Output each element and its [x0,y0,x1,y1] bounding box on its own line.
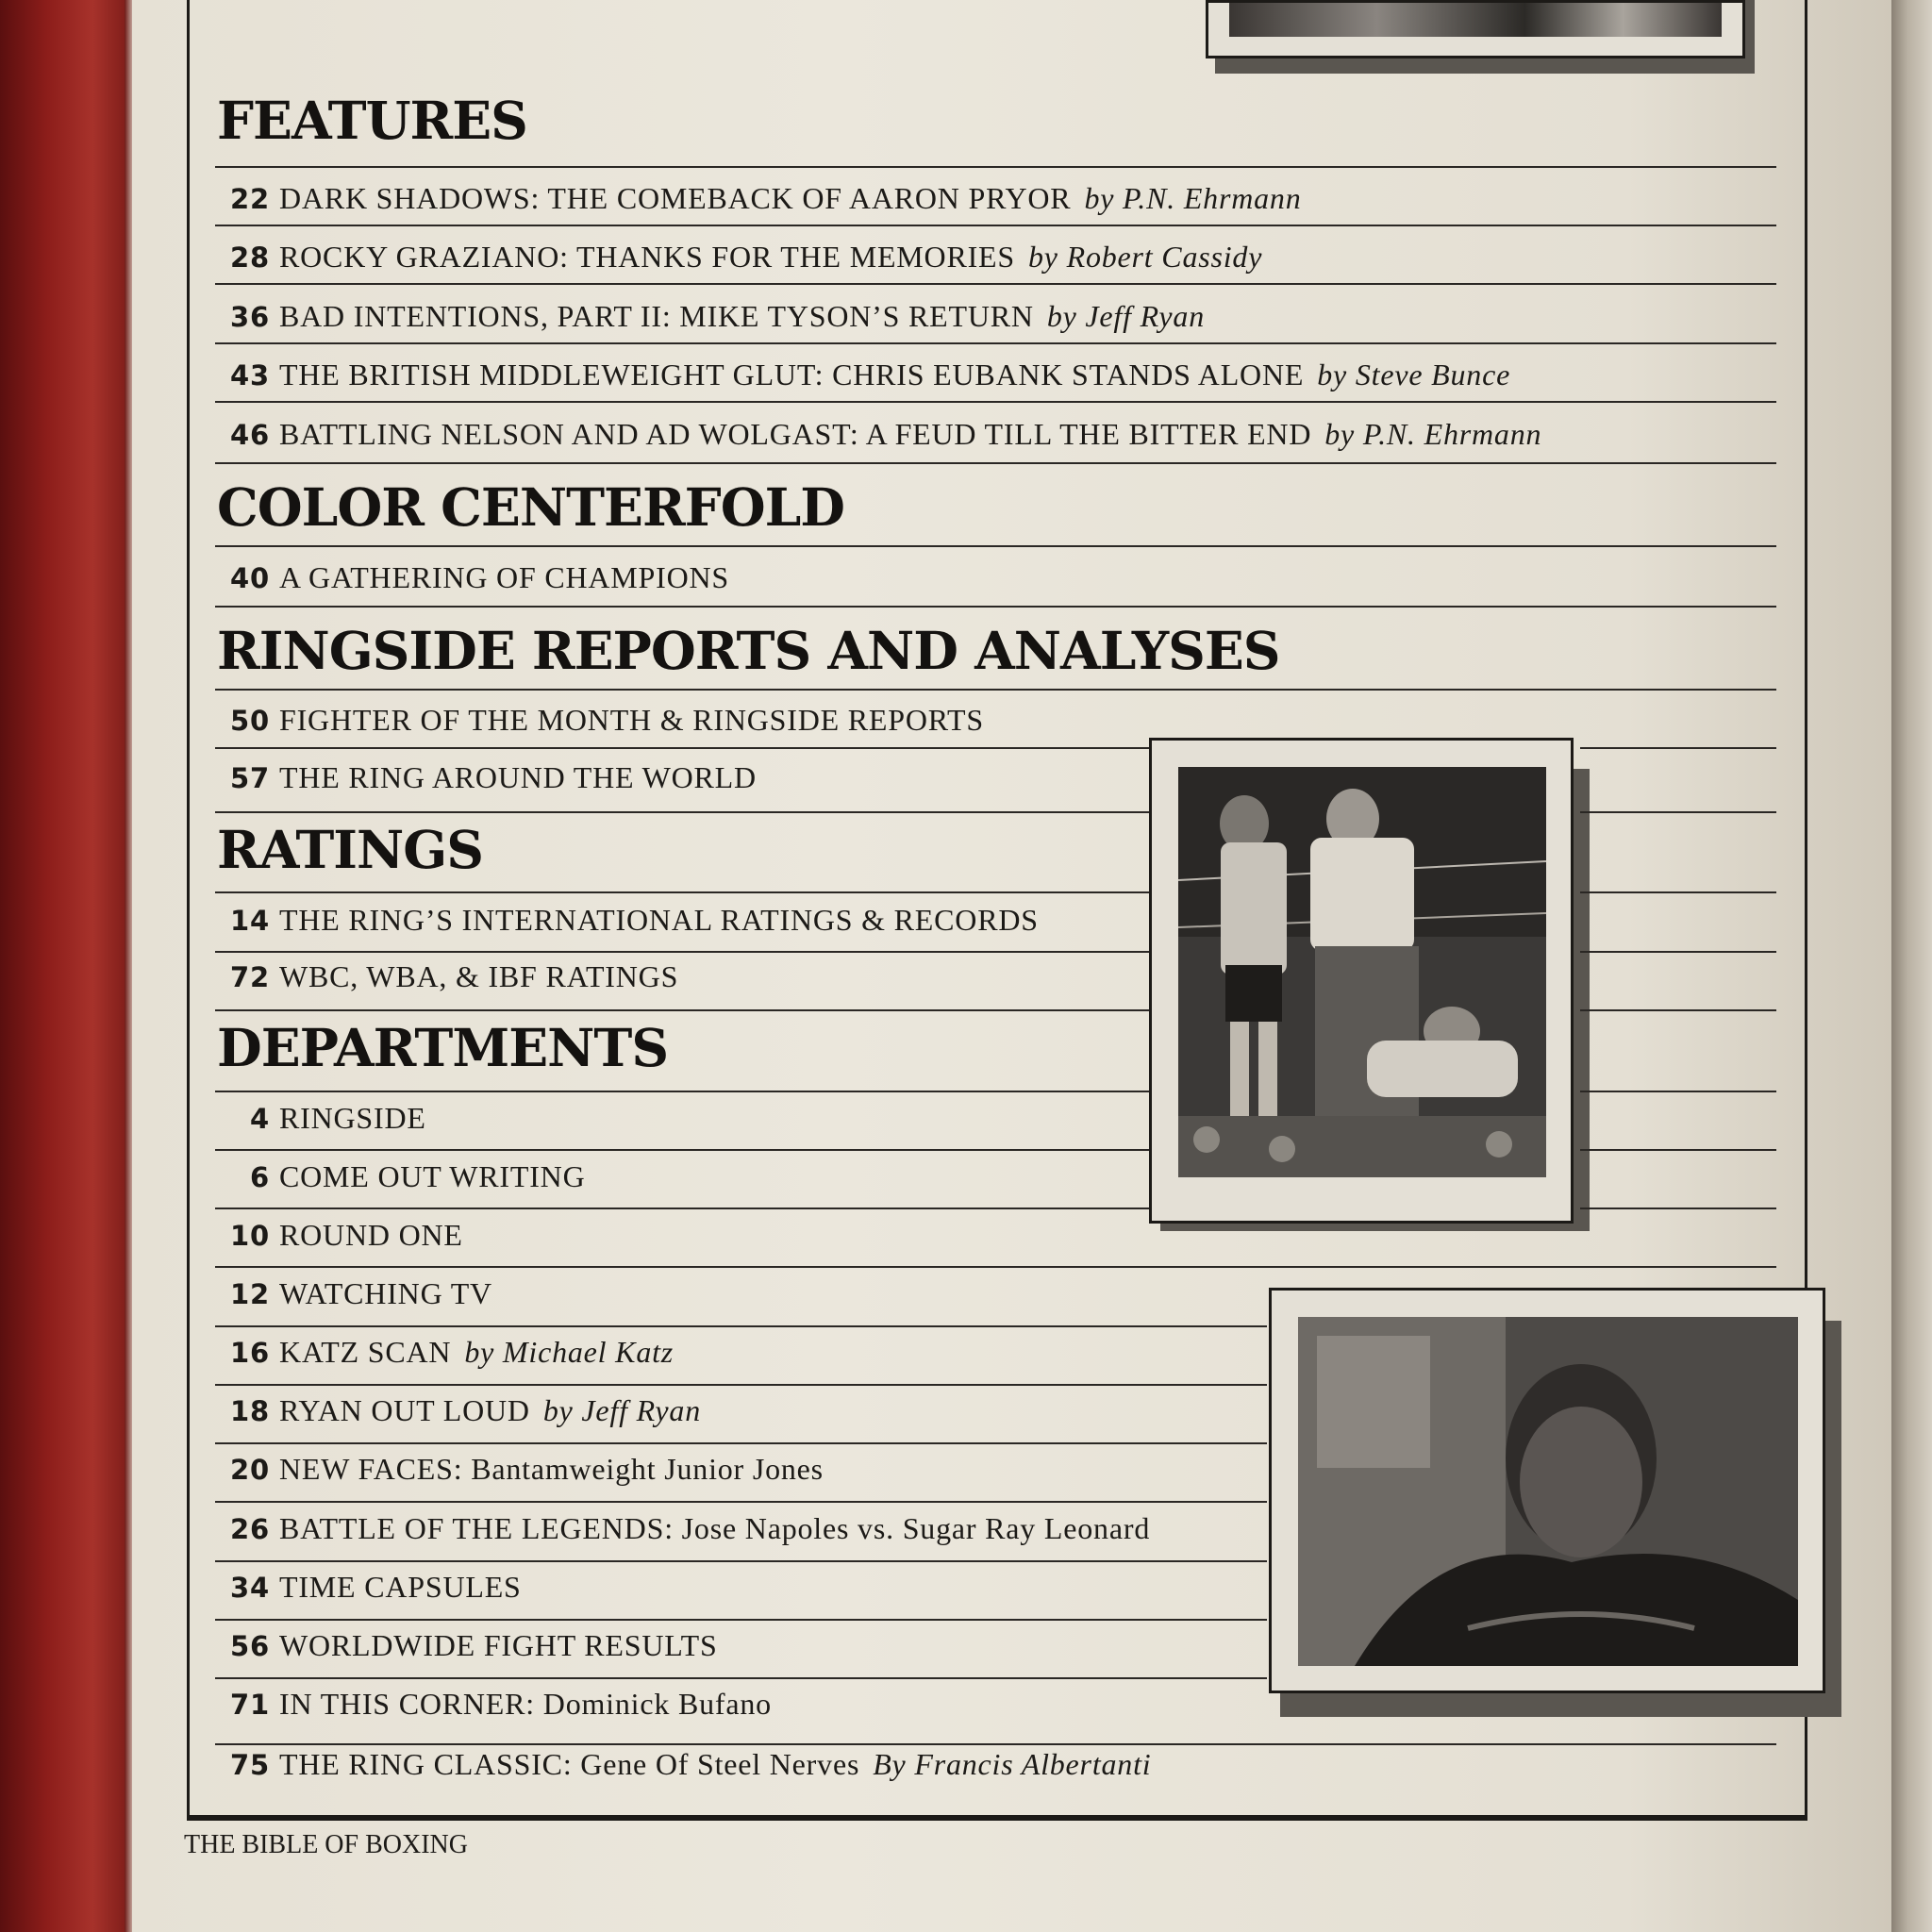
page-number: 43 [230,359,270,391]
entry-title: WBC, WBA, & IBF RATINGS [279,959,679,993]
page-edge [1891,0,1932,1932]
page-number: 40 [230,562,270,594]
entry-title: FIGHTER OF THE MONTH & RINGSIDE REPORTS [279,703,984,737]
top-photo [1229,3,1722,37]
entry-title: THE RING’S INTERNATIONAL RATINGS & RECORDS [279,903,1039,937]
section-departments: DEPARTMENTS [217,1017,669,1078]
departments-row-11[interactable] [217,1685,772,1723]
features-row-4[interactable] [217,356,1510,393]
features-row-3[interactable] [217,297,1205,335]
rule [1580,1009,1776,1011]
rule [1580,891,1776,893]
rule [215,1091,1149,1092]
features-row-5[interactable] [217,415,1541,453]
entry-title: ROCKY GRAZIANO: THANKS FOR THE MEMORIES [279,240,1015,274]
rule [1580,1091,1776,1092]
rule [215,1325,1267,1327]
entry-title: THE RING CLASSIC: Gene Of Steel Nerves [279,1747,860,1781]
rule [215,606,1776,608]
departments-row-7[interactable] [217,1450,824,1488]
entry-title: NEW FACES: Bantamweight Junior Jones [279,1452,824,1486]
entry-title: A GATHERING OF CHAMPIONS [279,560,730,594]
entry-title: RINGSIDE [279,1101,426,1135]
page-number: 12 [230,1278,270,1310]
byline: by P.N. Ehrmann [1324,417,1542,451]
rule [1580,1208,1776,1209]
departments-row-9[interactable] [217,1568,522,1606]
byline: by Steve Bunce [1317,358,1511,391]
rule [215,1501,1267,1503]
page-number: 50 [230,705,270,737]
rule [215,1619,1267,1621]
page-number: 34 [230,1572,270,1604]
rule [215,811,1149,813]
ratings-row-2[interactable] [217,958,678,995]
page-number: 56 [230,1630,270,1662]
page-number: 14 [230,905,270,937]
rule [1580,951,1776,953]
page-number: 26 [230,1513,270,1545]
byline: by Robert Cassidy [1028,240,1263,274]
entry-title: BATTLING NELSON AND AD WOLGAST: A FEUD TILL THE BITTER END [279,417,1312,451]
rule [215,401,1776,403]
boxing-knockdown-photo [1178,767,1546,1177]
features-row-2[interactable] [217,238,1262,275]
top-photo-frame [1206,0,1745,58]
page-number: 71 [230,1689,270,1721]
departments-row-4[interactable] [217,1274,492,1312]
entry-title: THE BRITISH MIDDLEWEIGHT GLUT: CHRIS EUBANK STANDS ALONE [279,358,1305,391]
page-number: 57 [230,762,270,794]
page-number: 36 [230,301,270,333]
page-number: 18 [230,1395,270,1427]
section-color-centerfold: COLOR CENTERFOLD [217,476,844,538]
section-features: FEATURES [217,90,527,151]
book-binding [0,0,132,1932]
features-row-1[interactable] [217,179,1302,217]
byline: by Jeff Ryan [1046,299,1205,333]
rule [215,545,1776,547]
section-ringside-reports: RINGSIDE REPORTS AND ANALYSES [217,620,1280,681]
rule [215,166,1776,168]
page-number: 72 [230,961,270,993]
rule [215,283,1776,285]
byline: by P.N. Ehrmann [1084,181,1302,215]
rule [215,689,1776,691]
rule [215,1560,1267,1562]
rule [215,747,1149,749]
page-number: 28 [230,242,270,274]
rule [1580,1149,1776,1151]
entry-title: BAD INTENTIONS, PART II: MIKE TYSON’S RETURN [279,299,1034,333]
rule [215,1677,1267,1679]
section-ratings: RATINGS [217,819,483,880]
rule [215,1384,1267,1386]
rule [215,1208,1149,1209]
rule [215,225,1776,226]
entry-title: RYAN OUT LOUD [279,1393,530,1427]
rule [215,1149,1149,1151]
departments-row-12[interactable] [217,1745,1152,1783]
boxer-portrait-photo [1298,1317,1798,1666]
departments-row-3[interactable] [217,1216,463,1254]
byline: by Jeff Ryan [542,1393,701,1427]
departments-row-10[interactable] [217,1626,718,1664]
entry-title: ROUND ONE [279,1218,463,1252]
rule [1580,747,1776,749]
rule [215,951,1149,953]
centerfold-row-1[interactable] [217,558,729,596]
page-number: 10 [230,1220,270,1252]
entry-title: BATTLE OF THE LEGENDS: Jose Napoles vs. Sugar Ray Leonard [279,1511,1151,1545]
byline: By Francis Albertanti [873,1747,1152,1781]
byline: by Michael Katz [464,1335,675,1369]
page-number: 46 [230,419,270,451]
departments-row-6[interactable] [217,1391,701,1429]
fight-photo-frame [1149,738,1574,1224]
page-number: 4 [250,1103,270,1135]
rule [215,462,1776,464]
entry-title: IN THIS CORNER: Dominick Bufano [279,1687,772,1721]
entry-title: THE RING AROUND THE WORLD [279,760,757,794]
entry-title: COME OUT WRITING [279,1159,586,1193]
rule [215,1266,1776,1268]
entry-title: WORLDWIDE FIGHT RESULTS [279,1628,718,1662]
portrait-photo-frame [1269,1288,1825,1693]
rule [215,1442,1267,1444]
page-number: 22 [230,183,270,215]
page-number: 75 [230,1749,270,1781]
page-number: 16 [230,1337,270,1369]
rule [215,891,1149,893]
rule [1580,811,1776,813]
ringside-row-1[interactable] [217,701,984,739]
rule [215,342,1776,344]
entry-title: TIME CAPSULES [279,1570,522,1604]
entry-title: WATCHING TV [279,1276,492,1310]
page-number: 20 [230,1454,270,1486]
rule [215,1009,1149,1011]
departments-row-1[interactable] [217,1099,426,1137]
ratings-row-1[interactable] [217,901,1039,939]
entry-title: KATZ SCAN [279,1335,452,1369]
departments-row-8[interactable] [217,1509,1150,1547]
entry-title: DARK SHADOWS: THE COMEBACK OF AARON PRYOR [279,181,1072,215]
ringside-row-2[interactable] [217,758,757,796]
departments-row-5[interactable] [217,1333,674,1371]
departments-row-2[interactable] [217,1158,586,1195]
page-number: 6 [250,1161,270,1193]
footer-tagline: THE BIBLE OF BOXING [184,1830,468,1859]
